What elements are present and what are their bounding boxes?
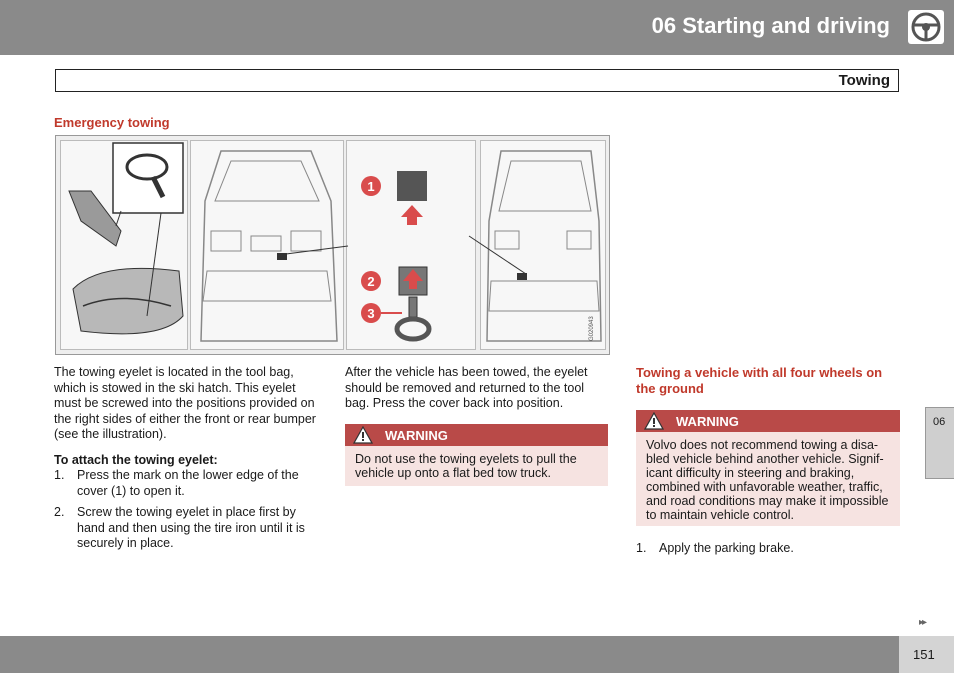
right-steps (636, 541, 900, 557)
callout-2: 2 (367, 274, 375, 289)
step-text: Apply the parking brake. (659, 541, 794, 555)
warning-icon (644, 412, 664, 430)
step-number: 1. (636, 541, 647, 555)
warning-text: Do not use the towing eyelets to pull the vehicle up onto a flat bed tow truck. (355, 452, 577, 480)
left-column (54, 365, 319, 552)
step-number: 2. (54, 505, 65, 519)
warning-title: WARNING (385, 427, 448, 443)
step-text: Screw the towing eyelet in place first by hand and then using the tire iron until it is securely in place. (77, 505, 305, 550)
towing-illustration (55, 135, 610, 355)
step-number: 1. (54, 468, 65, 482)
section-header (55, 69, 899, 92)
after-towing-paragraph: After the vehicle has been towed, the eyelet should be removed and returned to the tool bag. Press the cover back into position. (345, 365, 588, 410)
warning-icon (353, 426, 373, 444)
callout-1: 1 (367, 179, 375, 194)
chapter-tab[interactable] (925, 407, 954, 479)
warning-header (345, 424, 608, 446)
four-wheels-heading: Towing a vehicle with all four wheels on the ground (636, 365, 883, 396)
warning-title: WARNING (676, 413, 739, 429)
illustration-code: G020943 (589, 316, 595, 341)
callout-3: 3 (367, 306, 375, 321)
footer-bar (0, 636, 954, 673)
attach-eyelet-subheading: To attach the towing eyelet: (54, 452, 218, 467)
steering-wheel-icon (908, 10, 944, 44)
warning-box-flatbed (345, 424, 608, 486)
warning-box-towing (636, 410, 900, 526)
connector-lines (56, 136, 609, 354)
next-page-icon[interactable]: ▸▸ (919, 617, 926, 628)
list-item (636, 541, 900, 557)
chapter-tab-label: 06 (933, 416, 946, 428)
intro-paragraph: The towing eyelet is located in the tool bag, which is stowed in the ski hatch. This eyelet must be screwed into the positions provided on the right sides of either the front or rear bumper (see the illustration). (54, 365, 316, 441)
list-item (54, 505, 319, 552)
warning-text: Volvo does not recommend towing a disa-bled vehicle behind another vehicle. Signif-icant difficulty in steering and braking, combined with unfavorable weather, traffic, and road conditions may make it impossible to maintain vehicle control. (646, 438, 889, 522)
page-number: 151 (913, 647, 935, 662)
list-item (54, 468, 319, 499)
chapter-title: 06 Starting and driving (651, 13, 890, 38)
step-text: Press the mark on the lower edge of the cover (1) to open it. (77, 468, 299, 498)
section-title: Towing (838, 72, 890, 89)
warning-header (636, 410, 900, 432)
emergency-towing-heading: Emergency towing (54, 115, 170, 130)
